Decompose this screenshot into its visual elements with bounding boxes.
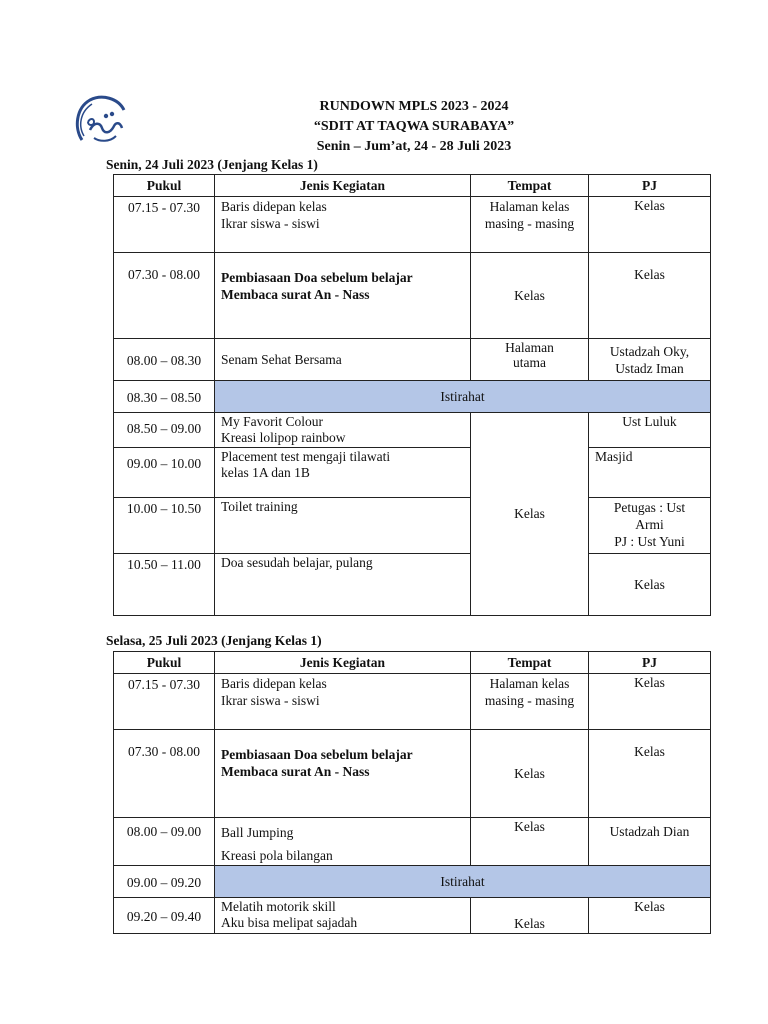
activity-cell [215,818,471,866]
place-cell: Kelas [471,253,589,339]
activity-line: Membaca surat An - Nass [221,287,370,302]
activity-line: Melatih motorik skill [221,899,336,914]
activity-cell: Doa sesudah belajar, pulang [215,554,471,616]
pj-cell: Kelas [589,197,711,253]
pj-line: Ustadz Iman [615,360,684,376]
place-cell: Kelas [471,818,589,866]
time-cell: 07.15 - 07.30 [114,674,215,730]
activity-cell [215,730,471,818]
activity-cell: Toilet training [215,498,471,554]
header-time: Pukul [114,652,215,674]
activity-line: Aku bisa melipat sajadah [221,915,358,930]
pj-line: Armi [635,517,664,532]
header-place: Tempat [471,652,589,674]
document-title: RUNDOWN MPLS 2023 - 2024 [319,99,509,114]
place-line: Halaman [505,340,554,355]
day2-heading: Selasa, 25 Juli 2023 (Jenjang Kelas 1) [106,633,322,648]
activity-line: Pembiasaan Doa sebelum belajar [221,747,413,762]
pj-line: Ustadzah Oky, [609,343,690,359]
time-cell: 08.50 – 09.00 [114,413,215,448]
day2-schedule-table [113,651,711,934]
place-cell [471,339,589,381]
pj-cell: Kelas [589,898,711,934]
activity-line: Ikrar siswa - siswi [221,216,320,231]
day1-schedule-table [113,174,711,616]
time-cell: 10.00 – 10.50 [114,498,215,554]
time-cell: 10.50 – 11.00 [114,554,215,616]
activity-line: My Favorit Colour [221,414,324,429]
table-row [114,730,711,818]
time-cell: 09.00 – 09.20 [114,866,215,898]
activity-line: Placement test mengaji tilawati [221,449,391,464]
pj-cell: Ustadzah Dian [589,818,711,866]
time-cell: 07.15 - 07.30 [114,197,215,253]
pj-cell: Kelas [589,253,711,339]
place-line: Halaman kelas [489,199,570,214]
place-cell [471,674,589,730]
break-cell: Istirahat [215,866,711,898]
place-line: Halaman kelas [489,676,570,691]
activity-line: Ikrar siswa - siswi [221,693,320,708]
time-cell: 07.30 - 08.00 [114,730,215,818]
pj-line: PJ : Ust Yuni [614,534,685,549]
header-pj: PJ [589,652,711,674]
place-line: utama [513,355,546,370]
pj-cell [589,498,711,554]
place-line: masing - masing [484,693,575,708]
time-cell: 08.00 – 09.00 [114,818,215,866]
pj-cell [589,339,711,381]
activity-cell: Senam Sehat Bersama [215,339,471,381]
activity-cell [215,253,471,339]
place-cell: Kelas [471,898,589,934]
activity-line: Baris didepan kelas [221,676,327,691]
table-row [114,253,711,339]
pj-cell: Kelas [589,730,711,818]
table-header-row [114,652,711,674]
pj-cell: Masjid [589,448,711,498]
activity-cell [215,674,471,730]
table-header-row [114,175,711,197]
activity-cell [215,197,471,253]
day1-heading: Senin, 24 Juli 2023 (Jenjang Kelas 1) [106,157,318,172]
table-row [114,197,711,253]
activity-line: Membaca surat An - Nass [221,764,370,779]
break-cell: Istirahat [215,381,711,413]
table-row [114,818,711,866]
activity-line: Kreasi pola bilangan [221,848,333,863]
place-cell [471,197,589,253]
pj-line: Petugas : Ust [613,500,686,515]
table-row [114,674,711,730]
header-pj: PJ [589,175,711,197]
activity-line: Baris didepan kelas [221,199,327,214]
time-cell: 09.00 – 10.00 [114,448,215,498]
time-cell: 09.20 – 09.40 [114,898,215,934]
activity-cell [215,898,471,934]
header-place: Tempat [471,175,589,197]
break-row [114,866,711,898]
activity-cell [215,448,471,498]
time-cell: 08.30 – 08.50 [114,381,215,413]
table-row [114,498,711,554]
merged-place-cell: Kelas [471,413,589,616]
header-activity: Jenis Kegiatan [215,652,471,674]
activity-cell [215,413,471,448]
break-row [114,381,711,413]
header-activity: Jenis Kegiatan [215,175,471,197]
header-time: Pukul [114,175,215,197]
time-cell: 08.00 – 08.30 [114,339,215,381]
time-cell: 07.30 - 08.00 [114,253,215,339]
table-row [114,448,711,498]
document-title-block [0,97,768,157]
activity-line: Pembiasaan Doa sebelum belajar [221,270,413,285]
pj-cell: Ust Luluk [589,413,711,448]
table-row [114,413,711,448]
pj-cell: Kelas [589,674,711,730]
activity-line: kelas 1A dan 1B [221,465,310,480]
place-line: masing - masing [484,216,575,231]
activity-line: Kreasi lolipop rainbow [221,430,346,445]
place-cell: Kelas [471,730,589,818]
table-row [114,554,711,616]
activity-line: Ball Jumping [221,825,294,840]
table-row [114,339,711,381]
table-row [114,898,711,934]
school-name: “SDIT AT TAQWA SURABAYA” [313,119,515,134]
date-range: Senin – Jum’at, 24 - 28 Juli 2023 [316,139,512,154]
pj-cell: Kelas [589,554,711,616]
